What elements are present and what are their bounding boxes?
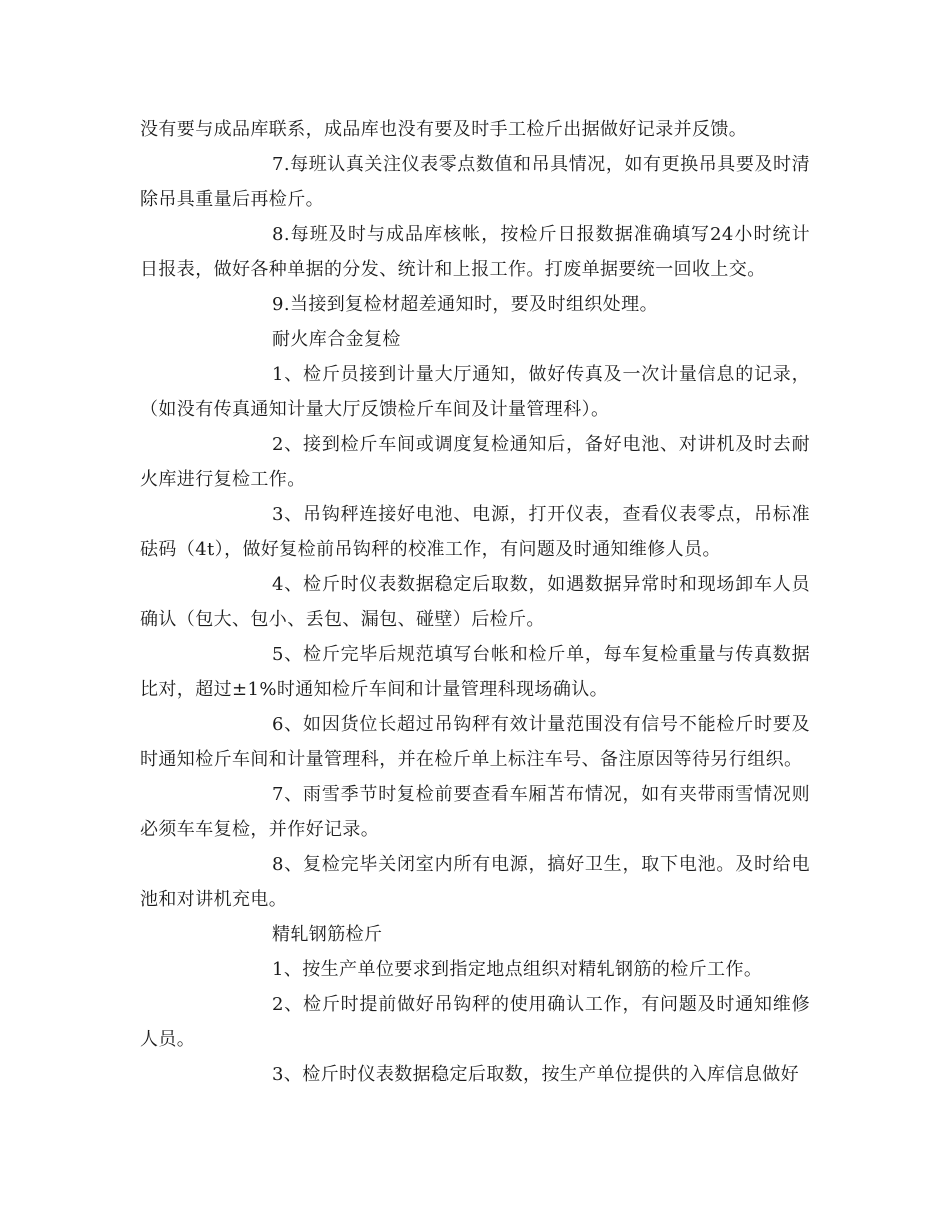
paragraph-item-9: 9.当接到复检材超差通知时，要及时组织处理。: [272, 294, 658, 315]
paragraph-recheck-2: 2、接到检斤车间或调度复检通知后，备好电池、对讲机及时去耐火库进行复检工作。: [140, 434, 810, 490]
paragraph-continuation: 没有要与成品库联系，成品库也没有要及时手工检斤出据做好记录并反馈。: [140, 119, 748, 140]
paragraph-recheck-3: 3、吊钩秤连接好电池、电源，打开仪表，查看仪表零点，吊标准砝码（4t），做好复检前吊钩秤的校准工作，有问题及时通知维修人员。: [140, 504, 810, 560]
paragraph-recheck-4: 4、检斤时仪表数据稳定后取数，如遇数据异常时和现场卸车人员确认（包大、包小、丢包、漏包、碰壁）后检斤。: [140, 574, 810, 630]
paragraph-rebar-2: 2、检斤时提前做好吊钩秤的使用确认工作，有问题及时通知维修人员。: [140, 994, 810, 1050]
section-heading-finish-rolled-rebar-weighing: 精轧钢筋检斤: [272, 924, 383, 945]
paragraph-recheck-5: 5、检斤完毕后规范填写台帐和检斤单，每车复检重量与传真数据比对，超过±1%时通知检斤车间和计量管理科现场确认。: [140, 644, 810, 700]
section-heading-refractory-alloy-recheck: 耐火库合金复检: [272, 329, 401, 350]
paragraph-recheck-6: 6、如因货位长超过吊钩秤有效计量范围没有信号不能检斤时要及时通知检斤车间和计量管理科，并在检斤单上标注车号、备注原因等待另行组织。: [140, 714, 810, 770]
document-body: [140, 112, 810, 1092]
paragraph-recheck-1: 1、检斤员接到计量大厅通知，做好传真及一次计量信息的记录，（如没有传真通知计量大厅反馈检斤车间及计量管理科）。: [140, 364, 810, 420]
paragraph-rebar-1: 1、按生产单位要求到指定地点组织对精轧钢筋的检斤工作。: [272, 959, 763, 980]
paragraph-item-8: 8.每班及时与成品库核帐，按检斤日报数据准确填写24小时统计日报表，做好各种单据的分发、统计和上报工作。打废单据要统一回收上交。: [140, 224, 810, 280]
paragraph-recheck-8: 8、复检完毕关闭室内所有电源，搞好卫生，取下电池。及时给电池和对讲机充电。: [140, 854, 810, 910]
paragraph-recheck-7: 7、雨雪季节时复检前要查看车厢苫布情况，如有夹带雨雪情况则必须车车复检，并作好记录。: [140, 784, 810, 840]
paragraph-rebar-3: 3、检斤时仪表数据稳定后取数，按生产单位提供的入库信息做好: [272, 1064, 800, 1085]
paragraph-item-7: 7.每班认真关注仪表零点数值和吊具情况，如有更换吊具要及时清除吊具重量后再检斤。: [140, 154, 810, 210]
